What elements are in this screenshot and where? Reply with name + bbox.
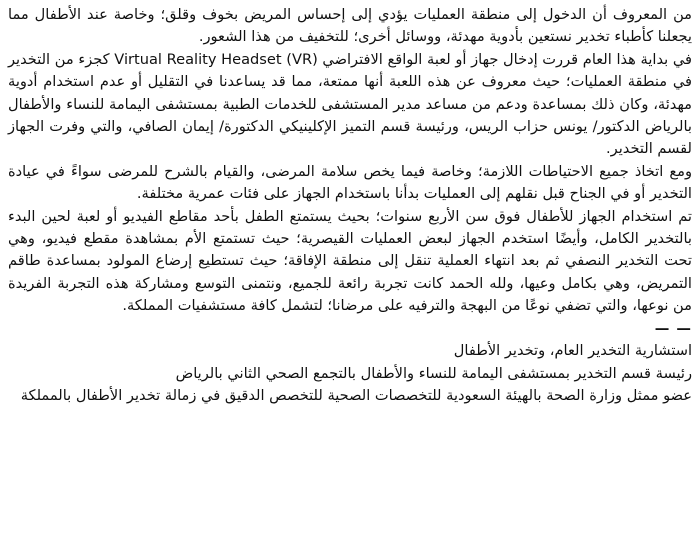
article-paragraph-vr-introduction: في بداية هذا العام قررت إدخال جهاز أو لعبة الواقع الافتراضي Virtual Reality Headset (VR) كجزء من التخدير في منطقة العمليات؛ حيث معروف عن هذه اللعبة أنها ممتعة، مما قد يساعدنا في التقليل أو عدم استخدام أدوية مهدئة، وكان ذلك بمساعدة ودعم من مساعد مدير المستشفى للخدمات الطبية بمستشفى اليمامة للنساء والأطفال بالرياض الدكتور/ يونس حزاب الريس، ورئيسة قسم التميز الإكلينيكي الدكتورة/ إيمان الصافي، والتي وفرت الجهاز لقسم التخدير. [8,50,692,158]
author-position: رئيسة قسم التخدير بمستشفى اليمامة للنساء والأطفال بالتجمع الصحي الثاني بالرياض [175,364,692,382]
article-paragraph-precautions: ومع اتخاذ جميع الاحتياطات اللازمة؛ وخاصة فيما يخص سلامة المرضى، والقيام بالشرح للمرضى سواءً في عيادة التخدير أو في الجناح قبل نقلهم إلى العمليات بدأنا باستخدام الجهاز على فئات عمرية مختلفة. [8,162,692,203]
author-title: استشارية التخدير العام، وتخدير الأطفال [453,342,692,360]
author-membership: عضو ممثل وزارة الصحة بالهيئة السعودية للتخصصات الصحية للتخصص الدقيق في زمالة تخدير الأطفال بالمملكة [20,386,692,404]
article-body [8,4,692,318]
article-paragraph-intro: من المعروف أن الدخول إلى منطقة العمليات يؤدي إلى إحساس المريض بخوف وقلق؛ وخاصة عند الأطفال مما يجعلنا كأطباء تخدير نستعين بأدوية مهدئة، ووسائل أخرى؛ للتخفيف من هذا الشعور. [8,6,692,46]
article-paragraph-usage: تم استخدام الجهاز للأطفال فوق سن الأربع سنوات؛ بحيث يستمتع الطفل بأحد مقاطع الفيديو أو لعبة لحين البدء بالتخدير الكامل، وأيضًا استخدم الجهاز لبعض العمليات القيصرية؛ حيث تستمتع الأم بمشاهدة مقطع فيديو، وهي تحت التخدير النصفي ثم بعد انتهاء العملية تنقل إلى منطقة الإفاقة؛ حيث تستطيع إرضاع المولود بمساعدة طاقم التمريض، وهي بكامل وعيها، ولله الحمد كانت تجربة رائعة للجميع، ونتمنى التوسع ومشاركة هذه التجربة الفريدة من نوعها، والتي تضفي نوعًا من البهجة والترفيه على مرضانا؛ لتشمل كافة مستشفيات المملكة. [8,207,692,315]
section-separator: — — [654,319,692,337]
author-signature [8,340,692,407]
